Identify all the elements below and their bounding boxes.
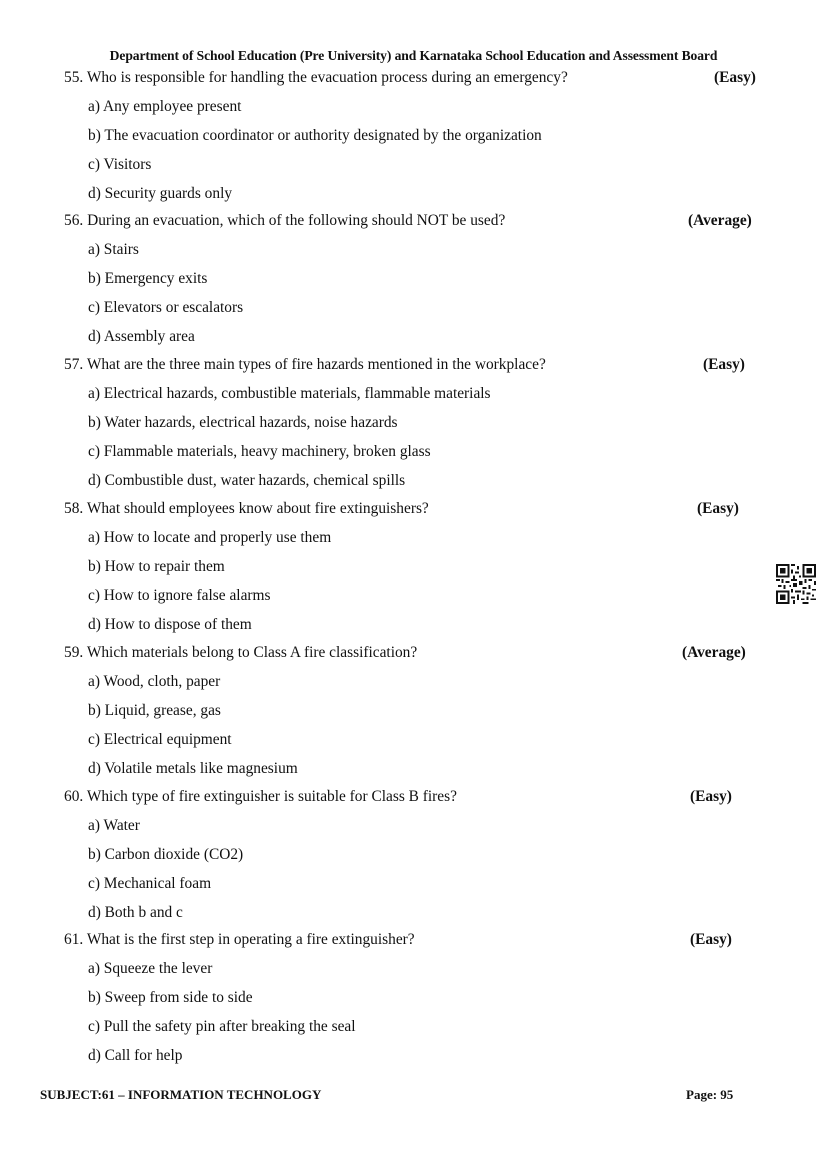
question-59 bbox=[64, 643, 764, 788]
page-header: Department of School Education (Pre University) and Karnataka School Education and Assessment Board bbox=[109, 48, 718, 63]
question-55 bbox=[64, 68, 764, 213]
option-b: b) Carbon dioxide (CO2) bbox=[88, 846, 244, 863]
option-a: a) Wood, cloth, paper bbox=[88, 673, 221, 690]
question-61 bbox=[64, 930, 764, 1075]
question-60 bbox=[64, 787, 764, 932]
question-57 bbox=[64, 355, 764, 500]
qr-code-icon bbox=[776, 564, 816, 604]
difficulty-label: (Easy) bbox=[690, 931, 732, 948]
option-c: c) Elevators or escalators bbox=[88, 299, 244, 316]
option-b: b) Emergency exits bbox=[88, 270, 208, 287]
option-d: d) Combustible dust, water hazards, chemical spills bbox=[88, 472, 406, 489]
option-d: d) Volatile metals like magnesium bbox=[88, 760, 298, 777]
option-c: c) Visitors bbox=[88, 156, 152, 173]
difficulty-label: (Average) bbox=[688, 212, 752, 229]
difficulty-label: (Easy) bbox=[697, 500, 739, 517]
option-d: d) Both b and c bbox=[88, 904, 183, 921]
option-d: d) How to dispose of them bbox=[88, 616, 252, 633]
option-c: c) Mechanical foam bbox=[88, 875, 212, 892]
option-b: b) How to repair them bbox=[88, 558, 225, 575]
difficulty-label: (Average) bbox=[682, 644, 746, 661]
question-text: 59. Which materials belong to Class A fire classification? bbox=[64, 644, 418, 661]
option-a: a) Squeeze the lever bbox=[88, 960, 213, 977]
option-b: b) Water hazards, electrical hazards, noise hazards bbox=[88, 414, 398, 431]
option-b: b) The evacuation coordinator or authority designated by the organization bbox=[88, 127, 542, 144]
question-56 bbox=[64, 211, 764, 356]
question-text: 60. Which type of fire extinguisher is suitable for Class B fires? bbox=[64, 788, 457, 805]
option-c: c) Electrical equipment bbox=[88, 731, 232, 748]
option-a: a) Any employee present bbox=[88, 98, 242, 115]
footer-subject: SUBJECT:61 – INFORMATION TECHNOLOGY bbox=[40, 1087, 322, 1102]
question-text: 55. Who is responsible for handling the evacuation process during an emergency? bbox=[64, 69, 568, 86]
difficulty-label: (Easy) bbox=[714, 69, 756, 86]
question-58 bbox=[64, 499, 764, 644]
difficulty-label: (Easy) bbox=[690, 788, 732, 805]
option-b: b) Liquid, grease, gas bbox=[88, 702, 221, 719]
option-d: d) Assembly area bbox=[88, 328, 195, 345]
difficulty-label: (Easy) bbox=[703, 356, 745, 373]
option-a: a) Water bbox=[88, 817, 140, 834]
option-c: c) Pull the safety pin after breaking the seal bbox=[88, 1018, 356, 1035]
footer-page-number: Page: 95 bbox=[686, 1087, 734, 1102]
option-a: a) Stairs bbox=[88, 241, 139, 258]
option-b: b) Sweep from side to side bbox=[88, 989, 253, 1006]
question-text: 58. What should employees know about fire extinguishers? bbox=[64, 500, 429, 517]
option-c: c) Flammable materials, heavy machinery, broken glass bbox=[88, 443, 431, 460]
question-text: 56. During an evacuation, which of the following should NOT be used? bbox=[64, 212, 506, 229]
question-text: 61. What is the first step in operating a fire extinguisher? bbox=[64, 931, 415, 948]
option-a: a) How to locate and properly use them bbox=[88, 529, 332, 546]
option-d: d) Security guards only bbox=[88, 185, 233, 202]
question-text: 57. What are the three main types of fire hazards mentioned in the workplace? bbox=[64, 356, 546, 373]
option-a: a) Electrical hazards, combustible materials, flammable materials bbox=[88, 385, 491, 402]
option-c: c) How to ignore false alarms bbox=[88, 587, 271, 604]
option-d: d) Call for help bbox=[88, 1047, 183, 1064]
